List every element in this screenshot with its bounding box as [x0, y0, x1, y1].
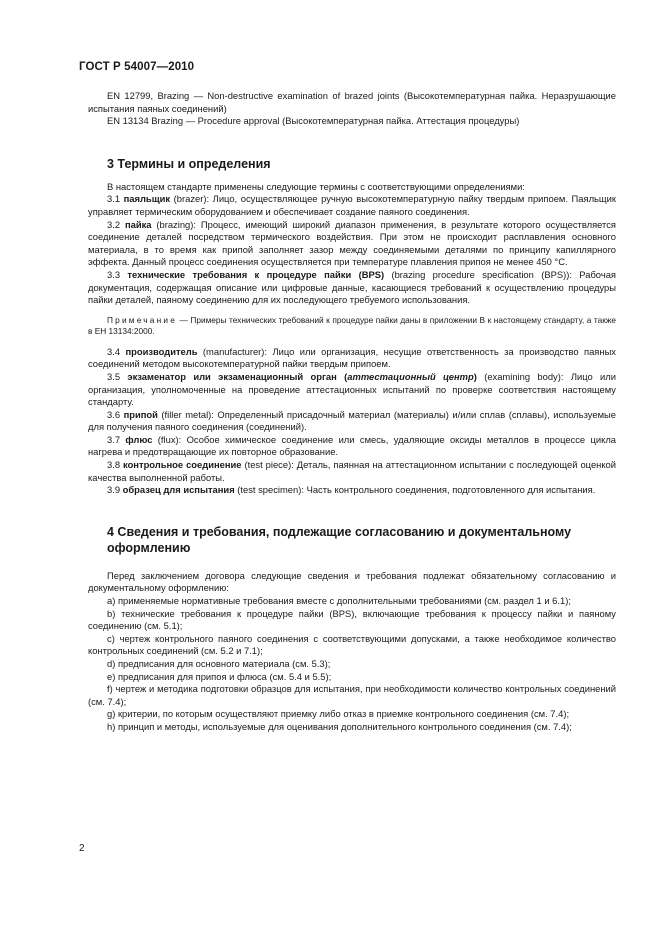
list-item-e: e) предписания для припоя и флюса (см. 5.4 и 5.5); — [107, 670, 332, 682]
section-3-intro: В настоящем стандарте применены следующие термины с соответствующими определениями: — [107, 180, 525, 192]
term-3-5: 3.5 экзаменатор или экзаменационный орган (аттестационный центр) (examining body): Лицо или организация, уполномоченные на проведение аттестационных испытаний по проверке соответствия настоящему стандарту. — [88, 370, 617, 408]
list-item-f: f) чертеж и методика подготовки образцов для испытания, при необходимости количество контрольных соединений (см. 7.4); — [88, 683, 616, 707]
term-name-italic: аттестационный центр — [347, 370, 474, 382]
term-name: припой — [123, 408, 158, 420]
term-name: паяльщик — [123, 193, 171, 205]
list-item-h: h) принцип и методы, используемые для оценивания дополнительного контрольного соединения (см. 7.4); — [107, 720, 572, 732]
list-item-d: d) предписания для основного материала (см. 5.3); — [107, 658, 331, 669]
term-name: производитель — [125, 345, 198, 357]
term-name: экзаменатор или экзаменационный орган ( — [127, 370, 348, 382]
list-item-g: g) критерии, по которым осуществляют приемку либо отказ в приемке контрольного соединения (см. 7.4); — [107, 708, 570, 720]
reference-en13134: EN 13134 Brazing — Procedure approval (Высокотемпературная пайка. Аттестация процедуры) — [107, 115, 520, 127]
term-name: пайка — [124, 218, 152, 230]
term-name: флюс — [125, 433, 153, 445]
list-item-b: b) технические требования к процедуре пайки (BPS), включающие требования к процессу пайки и паяному соединению (см. 5.1); — [88, 607, 616, 632]
term-name: образец для испытания — [122, 484, 235, 496]
term-name: технические требования к процедуре пайки (BPS) — [127, 268, 385, 280]
term-3-3: 3.3 технические требования к процедуре пайки (BPS) (brazing procedure specification (BPS)): Рабочая документация, содержащая описание или цифровые данные, касающиеся требований к осуществлению процедуры пайки деталей, паяному соединению для их последующего требуемого использования. — [88, 268, 616, 306]
document-body — [88, 90, 616, 734]
section-4-intro: Перед заключением договора следующие сведения и требования подлежат обязательному согласованию и документальному оформлению: — [88, 569, 616, 594]
term-3-6: 3.6 припой (filler metal): Определенный присадочный материал (материалы) и/или сплав (сплавы), используемые для получения паяного соединения (соединений). — [88, 408, 616, 433]
note-label: Примечание — [107, 314, 178, 325]
term-3-4: 3.4 производитель (manufacturer): Лицо или организация, несущие ответственность за производство паяных соединений методом высокотемпературной пайки твердым припоем. — [88, 345, 616, 370]
term-3-1: 3.1 паяльщик (brazer): Лицо, осуществляющее ручную высокотемпературную пайку твердым припоем. Паяльщик управляет термическим оборудованием и обеспечивает создание паяного соединения. — [88, 193, 616, 217]
term-name: контрольное соединение — [123, 459, 242, 471]
page-number: 2 — [79, 843, 85, 854]
list-item-c: c) чертеж контрольного паяного соединения с соответствующими допусками, а также необходимое количество контрольных соединений (см. 5.2 и 7.1); — [88, 632, 616, 657]
section-3-title: 3 Термины и определения — [107, 156, 271, 171]
document-header: ГОСТ Р 54007—2010 — [79, 61, 195, 73]
term-3-8: 3.8 контрольное соединение (test piece): Деталь, паянная на аттестационном испытании с последующей оценкой качества выполненной работы. — [88, 459, 616, 483]
list-item-a: a) применяемые нормативные требования вместе с дополнительными требованиями (см. раздел 1 и 6.1); — [107, 595, 571, 607]
term-3-2: 3.2 пайка (brazing): Процесс, имеющий широкий диапазон применения, в результате которого осуществляется соединение деталей посредством термического воздействия. При этом не происходит расплавления основного материала, в то время как припой заполняет зазор между соединяемыми деталями по принципу капиллярного эффекта. Данный процесс соединения осуществляется при температуре плавления припоя не менее 450 °С. — [88, 218, 616, 268]
term-3-9: 3.9 образец для испытания (test specimen): Часть контрольного соединения, подготовленного для испытания. — [107, 484, 596, 496]
note-paragraph: Примечание — Примеры технических требований к процедуре пайки даны в приложении В к настоящему стандарту, а также в ЕН 13134:2000. — [88, 314, 616, 337]
reference-en12799: EN 12799, Brazing — Non-destructive examination of brazed joints (Высокотемпературная пайка. Неразрушающие испытания паяных соединений) — [88, 90, 616, 114]
term-3-7: 3.7 флюс (flux): Особое химическое соединение или смесь, удаляющие оксиды металлов в процессе цикла нагрева и предотвращающие их повторное образование. — [88, 433, 617, 458]
section-4-title: 4 Сведения и требования, подлежащие согласованию и документальному оформлению — [107, 524, 572, 555]
